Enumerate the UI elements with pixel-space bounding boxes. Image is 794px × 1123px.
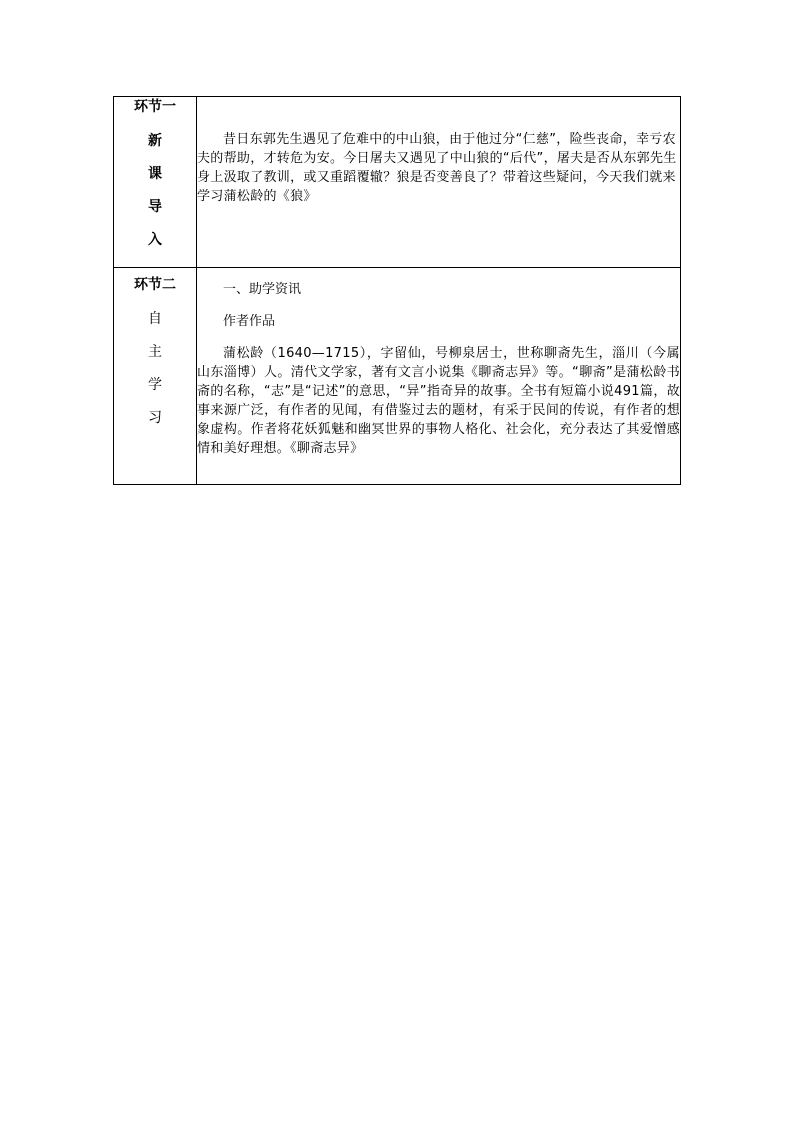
section-title: 环节二 xyxy=(134,277,176,293)
section-vertical-char: 主 xyxy=(148,344,162,360)
section-label-cell xyxy=(114,97,197,268)
section-vertical-char: 导 xyxy=(148,199,162,215)
table-row xyxy=(114,268,681,485)
section-heading: 一、助学资讯 xyxy=(223,282,302,297)
section-title: 环节一 xyxy=(134,99,176,115)
section-content-cell xyxy=(197,97,681,268)
intro-paragraph: 昔日东郭先生遇见了危难中的中山狼，由于他过分“仁慈”，险些丧命，幸亏农夫的帮助，才转危为安。今日屠夫又遇见了中山狼的“后代”，屠夫是否从东郭先生身上汲取了教训，或又重蹈覆辙？狼是否变善良了？带着这些疑问，今天我们就来学习蒲松龄的《狼》 xyxy=(197,132,677,204)
section-label-cell xyxy=(114,268,197,485)
section-vertical-char: 课 xyxy=(148,166,162,182)
section-vertical-char: 自 xyxy=(148,311,162,327)
lesson-plan-table xyxy=(113,96,681,485)
section-vertical-char: 新 xyxy=(148,133,162,149)
section-vertical-char: 入 xyxy=(148,232,162,248)
author-bio-paragraph: 蒲松龄（1640—1715），字留仙，号柳泉居士，世称聊斋先生，淄川（今属山东淄博）人。清代文学家，著有文言小说集《聊斋志异》等。“聊斋”是蒲松龄书斋的名称，“志”是“记述”的意思，“异”指奇异的故事。全书有短篇小说491篇，故事来源广泛，有作者的见闻，有借鉴过去的题材，有采于民间的传说，有作者的想象虚构。作者将花妖狐魅和幽冥世界的事物人格化、社会化，充分表达了其爱憎感情和美好理想。《聊斋志异》 xyxy=(197,346,680,456)
section-content-cell xyxy=(197,268,681,485)
table-row xyxy=(114,97,681,268)
section-vertical-char: 学 xyxy=(148,377,162,393)
section-vertical-char: 习 xyxy=(148,410,162,426)
section-subheading: 作者作品 xyxy=(223,314,276,329)
